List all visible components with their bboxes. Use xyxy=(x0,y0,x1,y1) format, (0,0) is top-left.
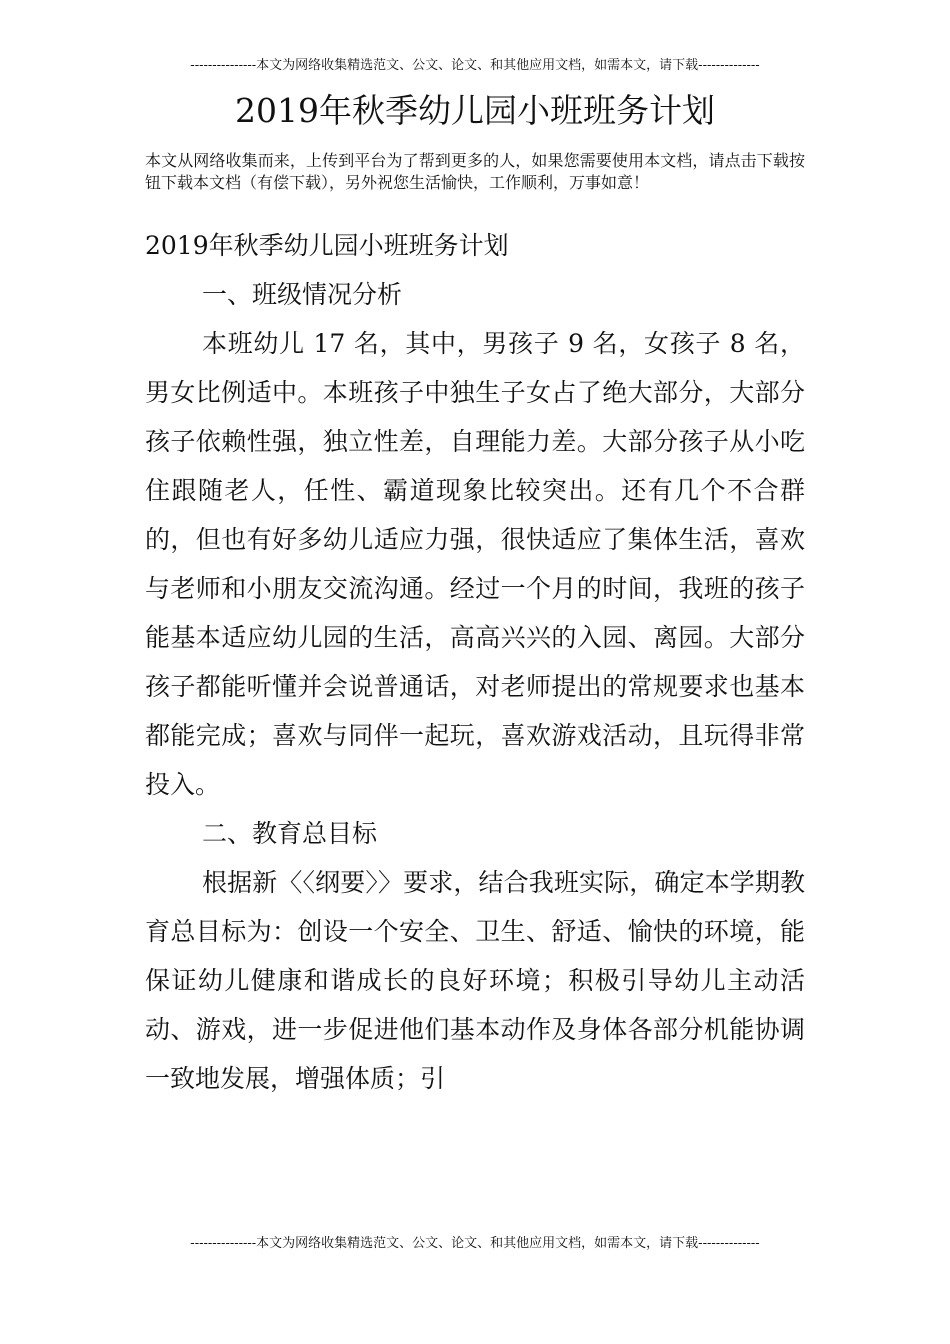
section2-heading: 二、教育总目标 xyxy=(202,819,378,848)
section2-paragraph: 根据新〈〈纲要〉〉要求，结合我班实际，确定本学期教育总目标为：创设一个安全、卫生、舒适、愉快的环境，能保证幼儿健康和谐成长的良好环境；积极引导幼儿主动活动、游戏，进一步促进他们基本动作及身体各部分机能协调一致地发展，增强体质；引 xyxy=(145,868,805,1093)
section1-paragraph: 本班幼儿 17 名，其中，男孩子 9 名，女孩子 8 名，男女比例适中。本班孩子中独生子女占了绝大部分，大部分孩子依赖性强，独立性差，自理能力差。大部分孩子从小吃住跟随老人，任性、霸道现象比较突出。还有几个不合群的，但也有好多幼儿适应力强，很快适应了集体生活，喜欢与老师和小朋友交流沟通。经过一个月的时间，我班的孩子能基本适应幼儿园的生活，高高兴兴的入园、离园。大部分孩子都能听懂并会说普通话，对老师提出的常规要求也基本都能完成；喜欢与同伴一起玩，喜欢游戏活动，且玩得非常投入。 xyxy=(145,329,805,799)
document-body xyxy=(145,221,805,1103)
footer-banner: ---------------本文为网络收集精选范文、公文、论文、和其他应用文档，如需本文，请下载-------------- xyxy=(190,1236,760,1251)
document-title: 2019年秋季幼儿园小班班务计划 xyxy=(235,91,715,130)
header-banner: ---------------本文为网络收集精选范文、公文、论文、和其他应用文档，如需本文，请下载-------------- xyxy=(190,58,760,73)
intro-paragraph: 本文从网络收集而来，上传到平台为了帮到更多的人，如果您需要使用本文档，请点击下载按钮下载本文档（有偿下载），另外祝您生活愉快，工作顺利，万事如意！ xyxy=(145,151,805,192)
section1-heading: 一、班级情况分析 xyxy=(202,280,403,309)
body-subtitle: 2019年秋季幼儿园小班班务计划 xyxy=(145,231,509,260)
